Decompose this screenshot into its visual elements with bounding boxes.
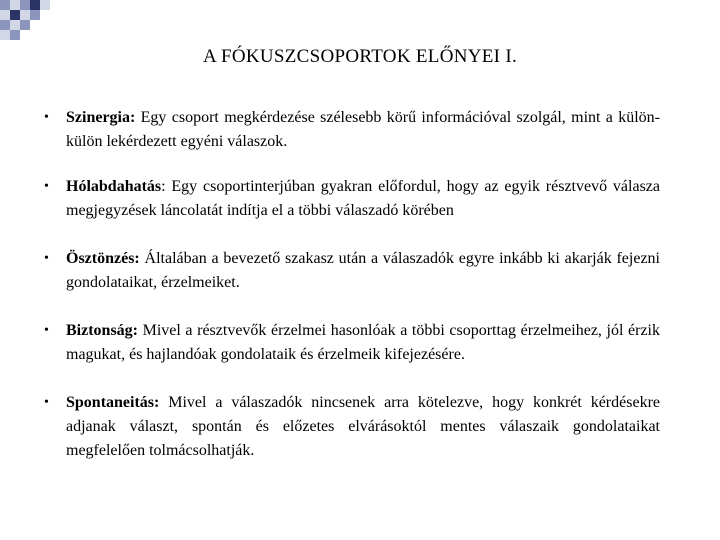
bullet-icon: • [44, 323, 49, 338]
bullet-text: Mivel a válaszadók nincsenek arra kötelezve, hogy konkrét kérdésekre adjanak választ, spontán és előzetes elvárásoktól mentes válaszaik gondolataikat megfelelően tolmácsolhatják. [66, 394, 660, 459]
bullet-icon: • [44, 251, 49, 266]
bullet-term: Ösztönzés: [66, 250, 140, 267]
corner-decoration [0, 0, 60, 48]
bullet-item-szinergia [44, 106, 660, 154]
bullet-icon: • [44, 395, 49, 410]
bullet-term: Hólabdahatás [66, 178, 162, 195]
bullet-item-spontaneitas [44, 391, 660, 463]
bullet-item-biztonsag [44, 319, 660, 367]
bullet-icon: • [44, 179, 49, 194]
bullet-item-holabdahatas [44, 175, 660, 223]
bullet-term: Szinergia: [66, 109, 136, 126]
bullet-term: Biztonság: [66, 322, 138, 339]
bullet-icon: • [44, 110, 49, 125]
bullet-term: Spontaneitás: [66, 394, 160, 411]
bullet-text: : Egy csoportinterjúban gyakran előfordul, hogy az egyik résztvevő válasza megjegyzések láncolatát indítja el a többi válaszadó körében [66, 178, 660, 219]
bullet-text: Általában a bevezető szakasz után a válaszadók egyre inkább ki akarják fejezni gondolataikat, érzelmeiket. [66, 250, 660, 291]
slide-title: A FÓKUSZCSOPORTOK ELŐNYEI I. [202, 46, 518, 67]
bullet-item-osztonzes [44, 247, 660, 295]
bullet-text: Egy csoport megkérdezése szélesebb körű információval szolgál, mint a külön-külön lekérdezett egyéni válaszok. [66, 109, 660, 150]
bullet-list [44, 106, 660, 487]
bullet-text: Mivel a résztvevők érzelmei hasonlóak a többi csoporttag érzelmeihez, jól érzik magukat, és hajlandóak gondolataik és érzelmeik kifejezésére. [66, 322, 660, 363]
